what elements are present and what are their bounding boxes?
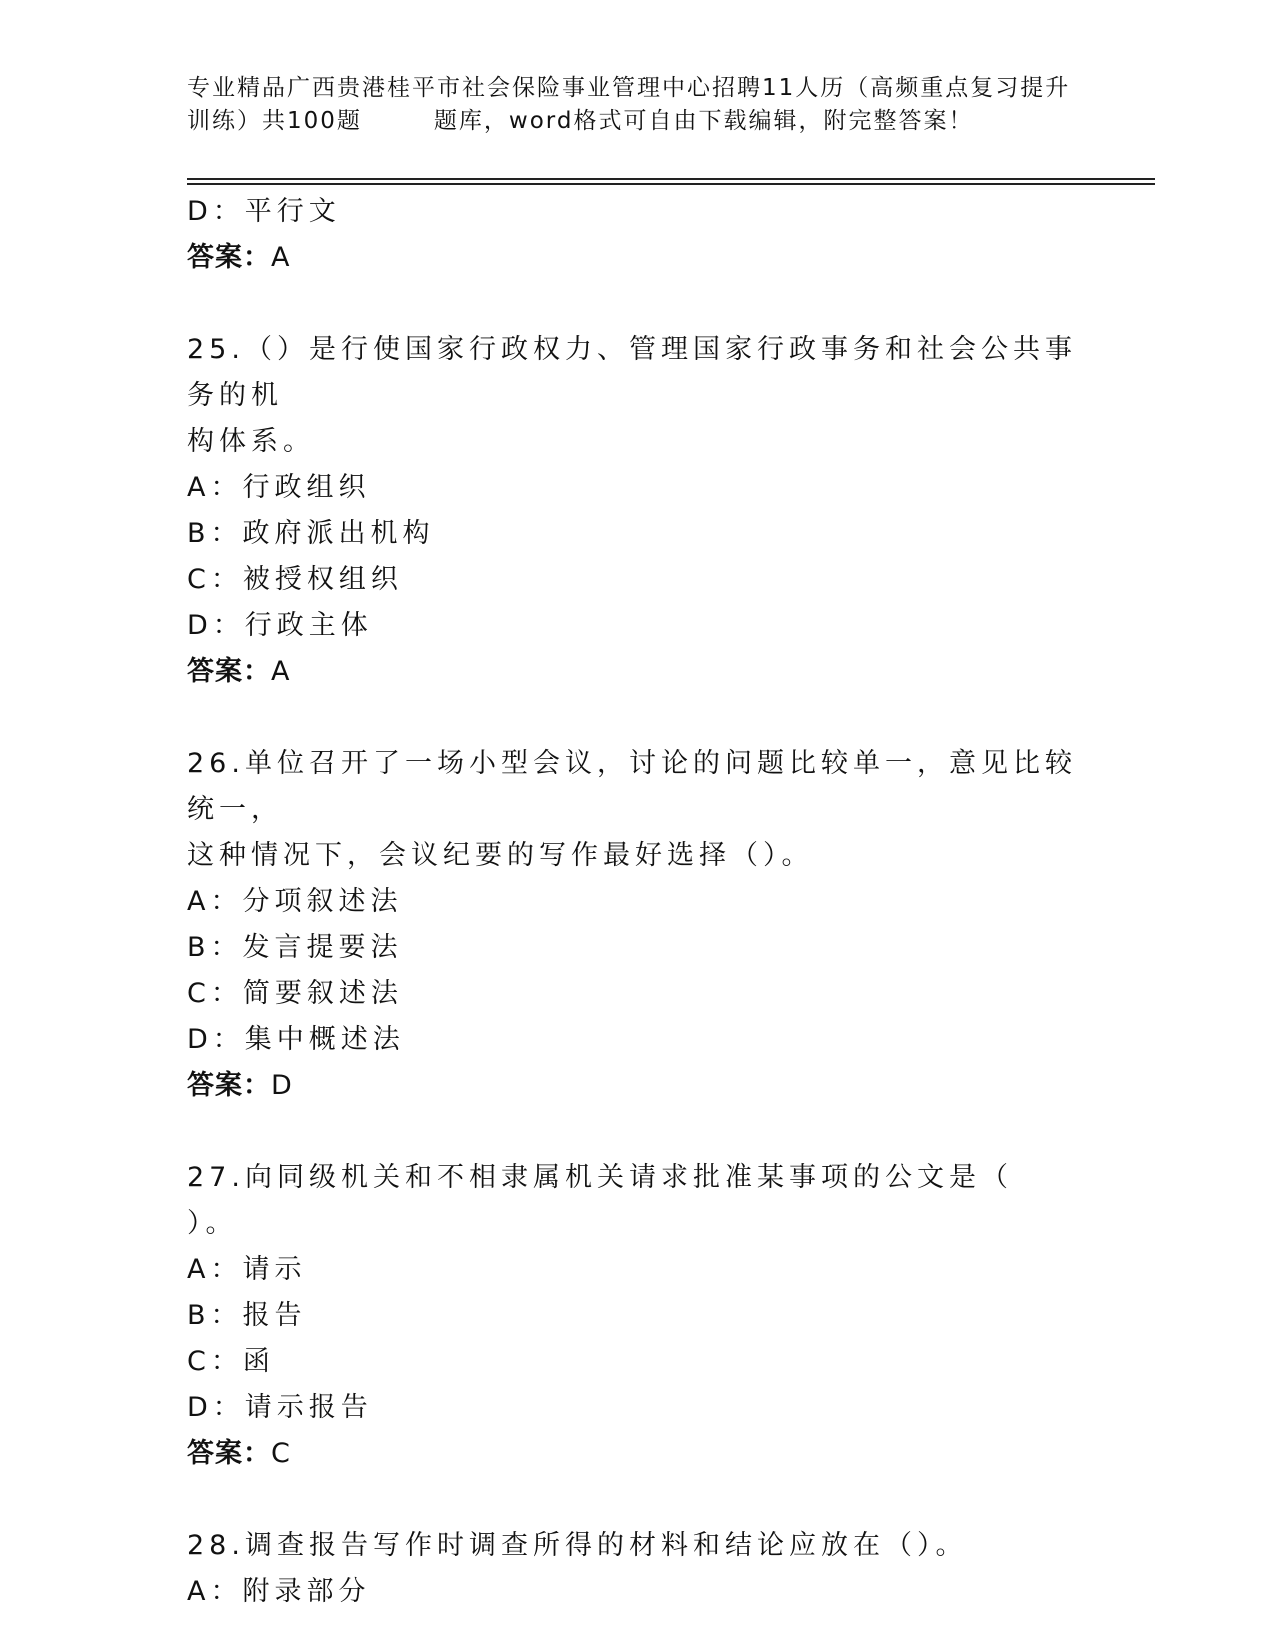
question-stem-part-1: 27.向同级机关和不相隶属机关请求批准某事项的公文是（ bbox=[187, 1162, 1013, 1193]
option-a: A：行政组织 bbox=[187, 472, 371, 503]
option-a: A：分项叙述法 bbox=[187, 886, 403, 917]
answer-label: 答案： bbox=[187, 1438, 271, 1469]
document-header bbox=[187, 72, 1087, 138]
answer-label: 答案： bbox=[187, 656, 271, 687]
option-c: C：简要叙述法 bbox=[187, 978, 403, 1009]
answer-line bbox=[187, 235, 1087, 281]
question-stem-line-1: 26.单位召开了一场小型会议，讨论的问题比较单一，意见比较统一， bbox=[187, 748, 1077, 825]
option-d: D：平行文 bbox=[187, 196, 341, 227]
answer-value: A bbox=[271, 656, 291, 687]
answer-line bbox=[187, 649, 1087, 695]
header-rule-top bbox=[187, 178, 1155, 180]
question-stem bbox=[187, 1155, 1087, 1247]
question-27 bbox=[187, 1155, 1087, 1477]
option-c: C：函 bbox=[187, 1346, 275, 1377]
option-b: B：政府派出机构 bbox=[187, 518, 435, 549]
header-line-2 bbox=[187, 105, 1087, 138]
option-b: B：报告 bbox=[187, 1300, 307, 1331]
question-stem-line-1: 28.调查报告写作时调查所得的材料和结论应放在（）。 bbox=[187, 1530, 968, 1561]
option-b: B：发言提要法 bbox=[187, 932, 403, 963]
answer-line bbox=[187, 1063, 1087, 1109]
option-d: D：行政主体 bbox=[187, 610, 373, 641]
answer-value: D bbox=[271, 1070, 293, 1101]
question-stem-line-2: 构体系。 bbox=[187, 426, 315, 457]
question-stem-part-2: ）。 bbox=[187, 1208, 238, 1239]
header-line-2-part-2: 题库，word格式可自由下载编辑，附完整答案！ bbox=[433, 108, 974, 134]
answer-value: A bbox=[271, 242, 291, 273]
previous-question-tail bbox=[187, 189, 1087, 281]
option-c: C：被授权组织 bbox=[187, 564, 403, 595]
option-d: D：请示报告 bbox=[187, 1392, 373, 1423]
option-a: A：请示 bbox=[187, 1254, 307, 1285]
answer-value: C bbox=[271, 1438, 291, 1469]
answer-line bbox=[187, 1431, 1087, 1477]
header-rule-bottom bbox=[187, 183, 1155, 185]
header-line-2-part-1: 训练）共100题 bbox=[187, 108, 362, 134]
question-stem-line-2: 这种情况下，会议纪要的写作最好选择（）。 bbox=[187, 840, 814, 871]
question-26 bbox=[187, 741, 1087, 1109]
option-d: D：集中概述法 bbox=[187, 1024, 405, 1055]
answer-label: 答案： bbox=[187, 1070, 271, 1101]
header-line-1: 专业精品广西贵港桂平市社会保险事业管理中心招聘11人历（高频重点复习提升 bbox=[187, 75, 1071, 101]
question-28 bbox=[187, 1523, 1087, 1615]
answer-label: 答案： bbox=[187, 242, 271, 273]
question-stem-line-1: 25.（）是行使国家行政权力、管理国家行政事务和社会公共事务的机 bbox=[187, 334, 1077, 411]
question-25 bbox=[187, 327, 1087, 695]
document-body bbox=[187, 189, 1087, 1615]
option-a: A：附录部分 bbox=[187, 1576, 371, 1607]
